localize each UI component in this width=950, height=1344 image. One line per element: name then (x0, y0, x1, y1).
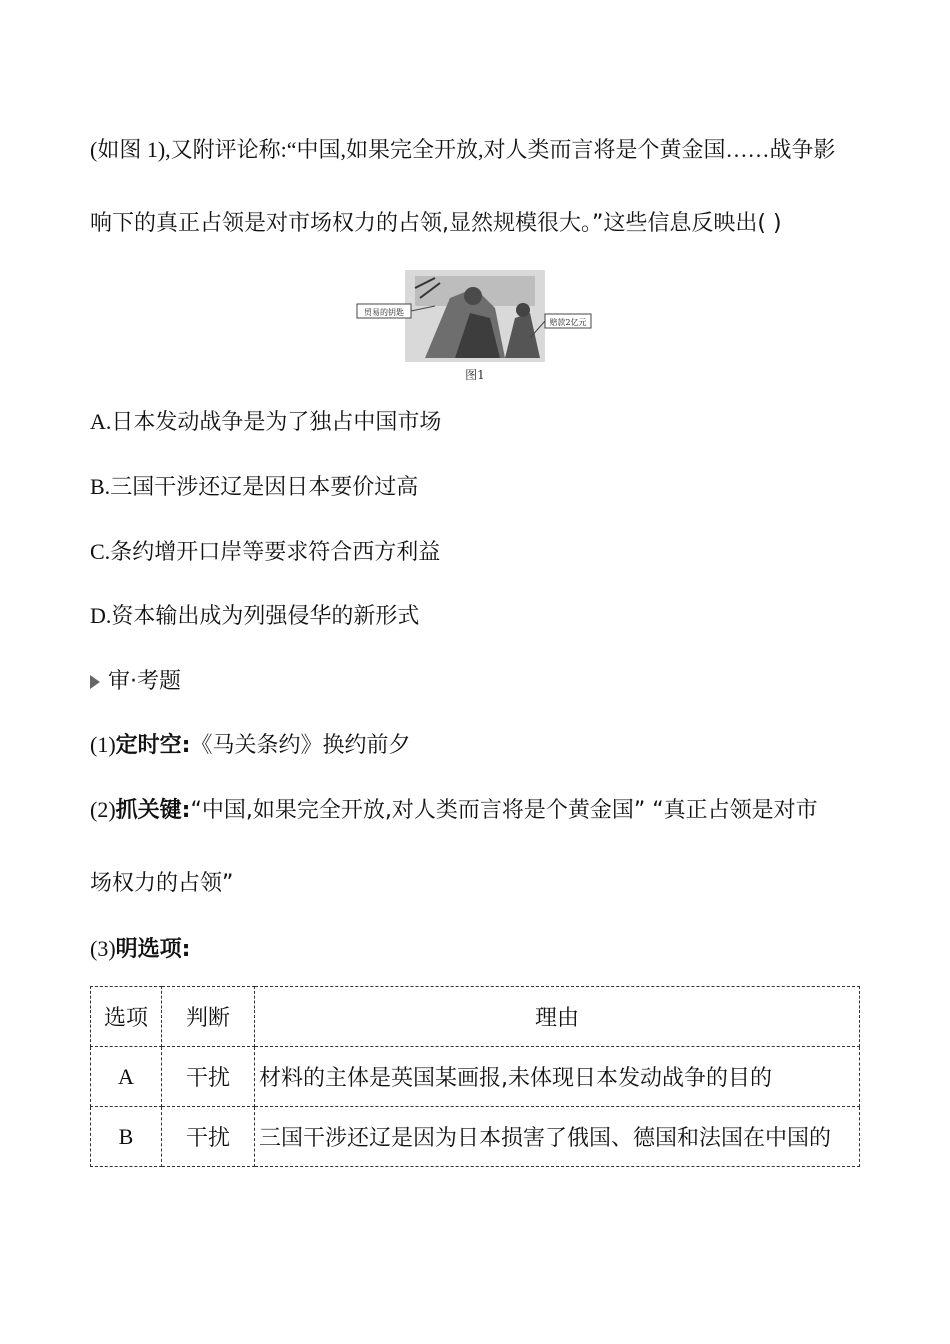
cell-reason: 三国干涉还辽是因为日本损害了俄国、德国和法国在中国的 (255, 1107, 860, 1167)
figure-label-right: 赔款2亿元 (549, 318, 587, 327)
option-d[interactable] (90, 600, 419, 633)
step-label: 定时空: (115, 733, 191, 758)
step-1 (90, 729, 410, 762)
header-option: 选项 (91, 987, 162, 1047)
section-title: 审·考题 (108, 669, 181, 694)
option-text: 三国干涉还辽是因日本要价过高 (110, 475, 419, 500)
step-label: 抓关键: (115, 798, 191, 823)
option-letter: A. (90, 409, 112, 434)
cartoon-illustration (355, 268, 595, 368)
option-letter: D. (90, 603, 112, 628)
play-triangle-icon (90, 675, 100, 689)
header-reason: 理由 (255, 987, 860, 1047)
cell-judgement: 干扰 (162, 1107, 255, 1167)
table-row (91, 1047, 860, 1107)
option-letter: B. (90, 474, 111, 499)
step-number: (1) (90, 732, 116, 757)
cell-option: A (91, 1047, 162, 1107)
figure-label-left: 贸易的钥匙 (364, 308, 404, 317)
option-letter: C. (90, 539, 111, 564)
question-stem-line-2: 响下的真正占领是对市场权力的占领,显然规模很大。”这些信息反映出( ) (90, 211, 782, 236)
question-stem-line-1: (如图 1),又附评论称:“中国,如果完全开放,对人类而言将是个黄金国……战争影 (90, 137, 836, 162)
cell-judgement: 干扰 (162, 1047, 255, 1107)
figure-caption: 图1 (465, 368, 485, 382)
table-row (91, 1107, 860, 1167)
step-2 (90, 794, 818, 827)
step-text: “中国,如果完全开放,对人类而言将是个黄金国” “真正占领是对市 (190, 798, 818, 823)
step-text: 《马关条约》换约前夕 (190, 733, 411, 758)
table-header-row (91, 987, 860, 1047)
option-text: 日本发动战争是为了独占中国市场 (111, 410, 442, 435)
cell-option: B (91, 1107, 162, 1167)
option-a[interactable] (90, 406, 441, 439)
options-analysis-table (90, 986, 860, 1167)
option-c[interactable] (90, 536, 440, 569)
step-number: (2) (90, 797, 116, 822)
step-number: (3) (90, 936, 116, 961)
step-3 (90, 933, 190, 966)
option-text: 条约增开口岸等要求符合西方利益 (110, 540, 441, 565)
option-b[interactable] (90, 471, 418, 504)
step-label: 明选项: (115, 937, 191, 962)
header-judgement: 判断 (162, 987, 255, 1047)
cell-reason: 材料的主体是英国某画报,未体现日本发动战争的目的 (255, 1047, 860, 1107)
option-text: 资本输出成为列强侵华的新形式 (111, 604, 420, 629)
analysis-section-heading (90, 666, 181, 698)
step-2-continuation: 场权力的占领” (90, 871, 234, 896)
